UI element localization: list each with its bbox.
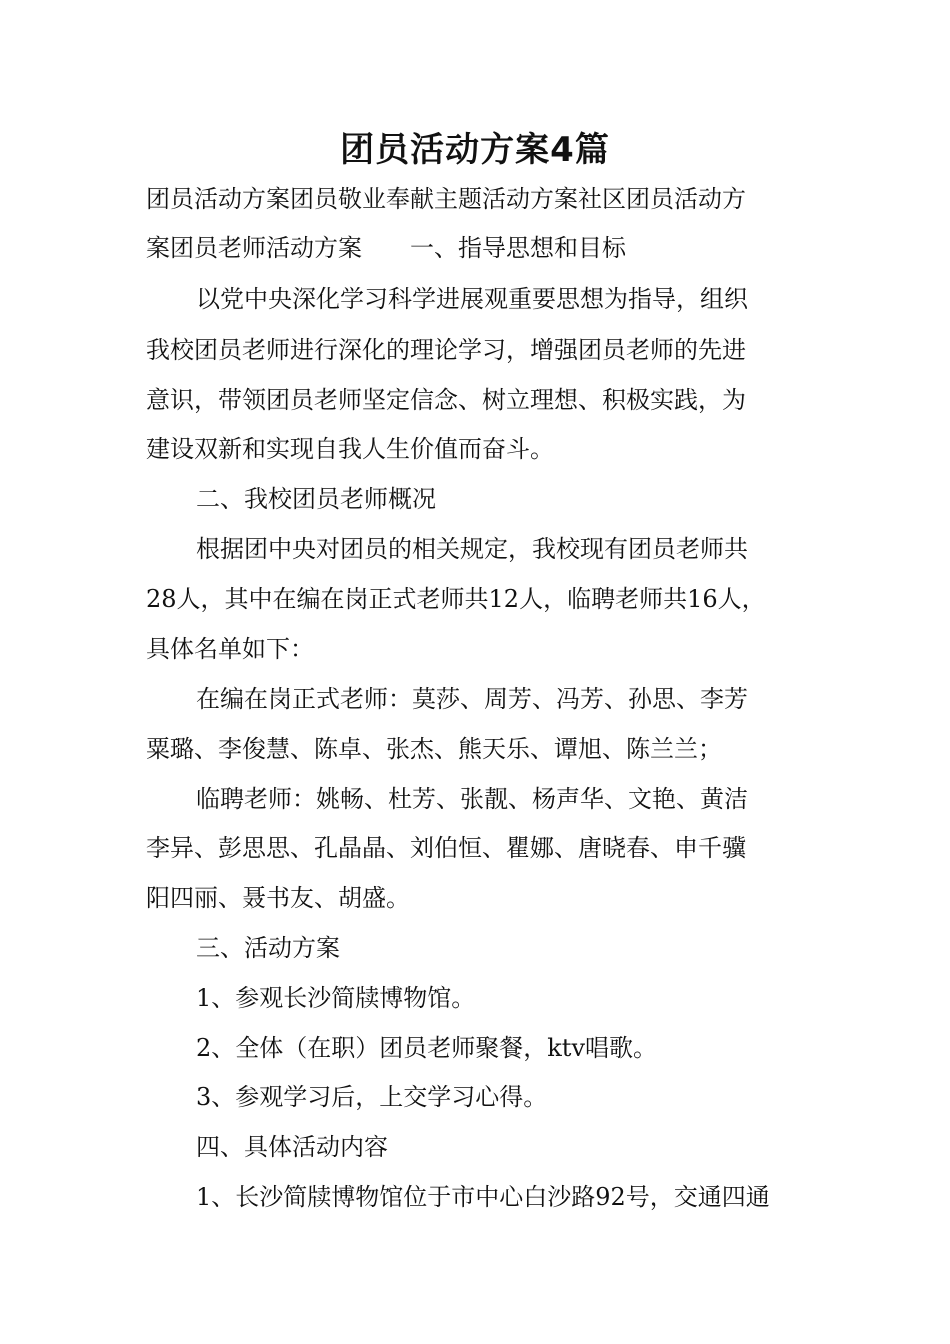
paragraph-line: 意识，带领团员老师坚定信念、树立理想、积极实践，为 (146, 386, 746, 414)
paragraph-line: 具体名单如下： (146, 635, 314, 663)
paragraph-line: 28人，其中在编在岗正式老师共12人，临聘老师共16人， (146, 585, 766, 613)
list-item: 2、全体（在职）团员老师聚餐，ktv唱歌。 (196, 1034, 658, 1062)
intro-line-1: 团员活动方案团员敬业奉献主题活动方案社区团员活动方 (146, 185, 746, 213)
list-item: 1、参观长沙简牍博物馆。 (196, 984, 476, 1012)
list-item: 1、长沙简牍博物馆位于市中心白沙路92号，交通四通 (196, 1183, 770, 1211)
paragraph-line: 我校团员老师进行深化的理论学习，增强团员老师的先进 (146, 336, 746, 364)
paragraph-line: 李异、彭思思、孔晶晶、刘伯恒、瞿娜、唐晓春、申千骥 (146, 834, 746, 862)
section-heading: 四、具体活动内容 (196, 1133, 388, 1161)
document-title: 团员活动方案4篇 (340, 130, 610, 170)
paragraph-line: 阳四丽、聂书友、胡盛。 (146, 884, 410, 912)
paragraph-line: 在编在岗正式老师：莫莎、周芳、冯芳、孙思、李芳 (196, 685, 748, 713)
paragraph-line: 建设双新和实现自我人生价值而奋斗。 (146, 435, 554, 463)
intro-line-2: 案团员老师活动方案 一、指导思想和目标 (146, 234, 626, 262)
paragraph-line: 临聘老师：姚畅、杜芳、张靓、杨声华、文艳、黄洁 (196, 785, 748, 813)
paragraph-line: 粟璐、李俊慧、陈卓、张杰、熊天乐、谭旭、陈兰兰； (146, 735, 722, 763)
paragraph-line: 根据团中央对团员的相关规定，我校现有团员老师共 (196, 535, 748, 563)
section-heading: 三、活动方案 (196, 934, 340, 962)
list-item: 3、参观学习后，上交学习心得。 (196, 1083, 548, 1111)
section-heading: 二、我校团员老师概况 (196, 485, 436, 513)
paragraph-line: 以党中央深化学习科学进展观重要思想为指导，组织 (196, 285, 748, 313)
